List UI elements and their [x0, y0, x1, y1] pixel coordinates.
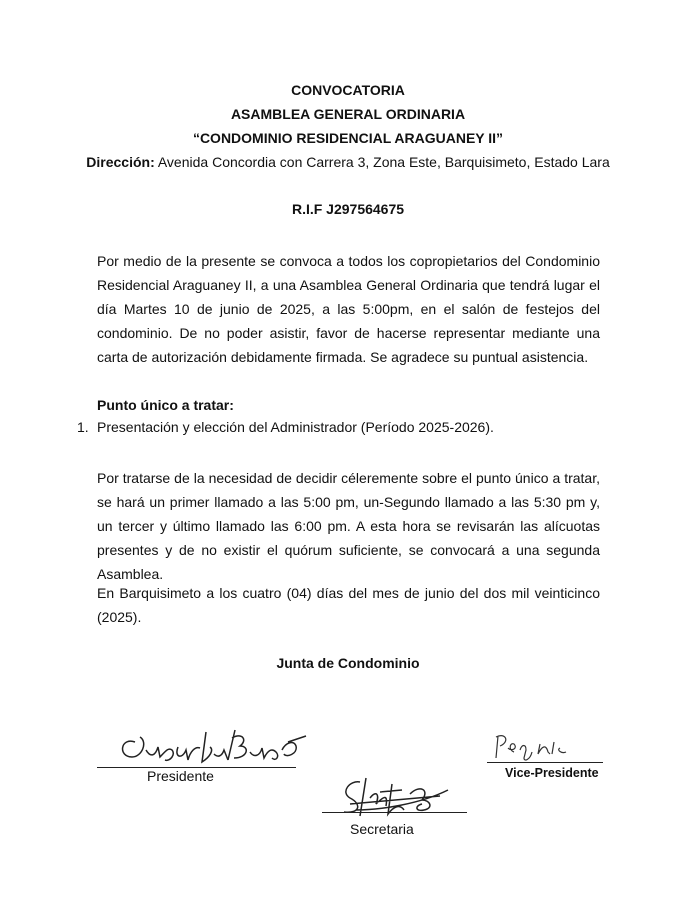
president-signature [110, 712, 310, 772]
document-subtitle: ASAMBLEA GENERAL ORDINARIA [230, 106, 466, 122]
rif-number: R.I.F J297564675 [291, 201, 405, 217]
agenda-item [77, 419, 494, 435]
closing-paragraph: En Barquisimeto a los cuatro (04) días del mes de junio del dos mil veinticinco (2025). [97, 585, 600, 625]
agenda-item-number: 1. [77, 419, 89, 435]
vice-president-label: Vice-Presidente [505, 766, 599, 780]
agenda-heading: Punto único a tratar: [97, 397, 234, 413]
secretary-label: Secretaria [350, 821, 414, 837]
vice-president-signature-line [487, 762, 603, 763]
condominium-name: “CONDOMINIO RESIDENCIAL ARAGUANEY II” [192, 130, 504, 146]
secretary-signature-line [322, 812, 467, 813]
address-label: Dirección: [86, 154, 155, 170]
vice-president-signature [490, 728, 580, 762]
board-title: Junta de Condominio [276, 655, 420, 671]
intro-paragraph: Por medio de la presente se convoca a todos los copropietarios del Condominio Residencial Araguaney II, a una Asamblea General Ordinaria que tendrá lugar el día Martes 10 de junio de 2025, a las 5:00pm, en el salón de festejos del condominio. De no poder asistir, favor de hacerse representar mediante una carta de autorización debidamente firmada. Se agradece su puntual asistencia. [97, 253, 600, 365]
document-title: CONVOCATORIA [291, 82, 405, 98]
address-value: Avenida Concordia con Carrera 3, Zona Este, Barquisimeto, Estado Lara [154, 154, 610, 170]
address-line [0, 154, 696, 170]
secretary-signature [330, 770, 460, 825]
agenda-item-text: Presentación y elección del Administrador (Período 2025-2026). [97, 419, 494, 435]
president-label: Presidente [147, 768, 214, 784]
quorum-paragraph: Por tratarse de la necesidad de decidir céleremente sobre el punto único a tratar, se hará un primer llamado a las 5:00 pm, un-Segundo llamado a las 5:30 pm y, un tercer y último llamado las 6:00 pm. A esta hora se revisarán las alícuotas presentes y de no existir el quórum suficiente, se convocará a una segunda Asamblea. [97, 470, 600, 582]
